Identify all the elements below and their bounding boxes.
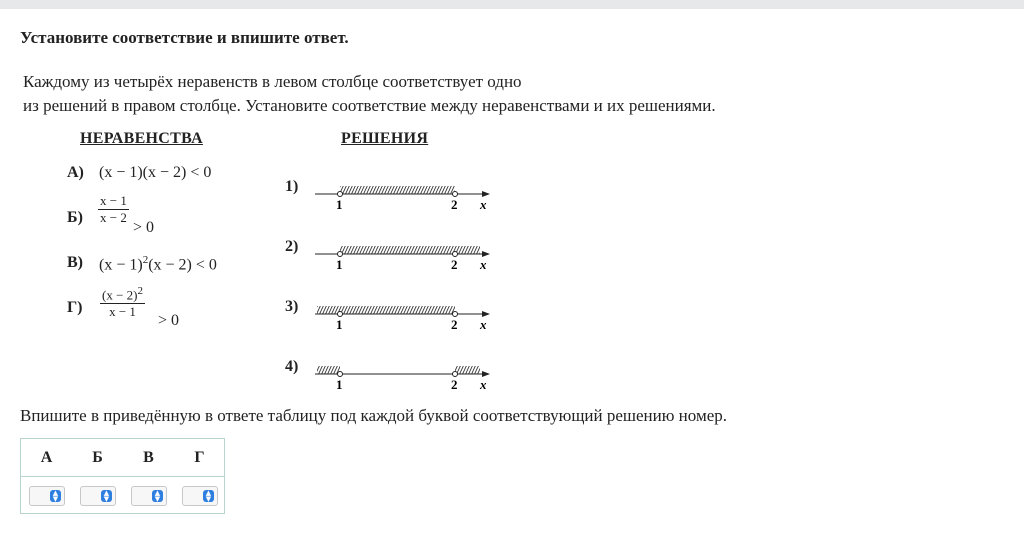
hatch-region <box>340 186 455 194</box>
inequality-letter-g: Г) <box>67 299 83 316</box>
hatch-region <box>317 366 340 374</box>
table-divider <box>21 476 224 477</box>
stepper-arrows-icon: ▲ ▼ <box>203 490 214 502</box>
tick-label-2: 2 <box>451 377 458 392</box>
inequality-b-denominator: x − 2 <box>100 210 127 225</box>
inequality-g-exponent: 2 <box>137 285 143 297</box>
solution-number-1: 1) <box>285 178 299 195</box>
open-point <box>338 192 343 197</box>
open-point <box>453 312 458 317</box>
answer-table <box>20 438 225 514</box>
answer-select-v[interactable] <box>131 486 167 506</box>
hatch-region <box>340 246 480 254</box>
intro-line-2: из решений в правом столбце. Установите соответствие между неравенствами и их решениями. <box>23 96 716 115</box>
inequality-g-tail: > 0 <box>158 312 180 329</box>
tick-label-1: 1 <box>336 257 343 272</box>
answer-select-g[interactable] <box>182 486 218 506</box>
solution-number-3: 3) <box>285 298 299 315</box>
stepper-arrows-icon: ▲ ▼ <box>101 490 112 502</box>
number-line-1 <box>315 186 490 212</box>
axis-label: x <box>480 197 487 212</box>
tick-label-1: 1 <box>336 377 343 392</box>
solutions-header: РЕШЕНИЯ <box>341 130 429 147</box>
stepper-arrows-icon: ▲ ▼ <box>152 490 163 502</box>
answer-header-a: А <box>40 449 53 466</box>
inequality-g-numerator: (x − 2) <box>102 287 138 303</box>
axis-label: x <box>480 377 487 392</box>
answer-instruction: Впишите в приведённую в ответе таблицу под каждой буквой соответствующий решению номер. <box>20 406 728 425</box>
axis-label: x <box>480 317 487 332</box>
open-point <box>338 312 343 317</box>
open-point <box>338 372 343 377</box>
hatch-region <box>455 366 480 374</box>
inequality-v-part2: (x − 2) < 0 <box>148 256 217 274</box>
inequality-letter-a: А) <box>67 164 84 181</box>
stepper-arrows-icon: ▲ ▼ <box>50 490 61 502</box>
inequality-v-part1: (x − 1) <box>99 256 143 274</box>
inequality-a: (x − 1)(x − 2) < 0 <box>99 164 212 181</box>
inequality-g-denominator: x − 1 <box>109 304 136 320</box>
open-point <box>453 192 458 197</box>
open-point <box>453 372 458 377</box>
answer-header-v: В <box>143 449 154 466</box>
answer-select-b[interactable] <box>80 486 116 506</box>
answer-header-g: Г <box>194 449 205 466</box>
open-point <box>453 252 458 257</box>
tick-label-2: 2 <box>451 317 458 332</box>
inequality-v-exponent: 2 <box>142 254 149 266</box>
tick-label-2: 2 <box>451 257 458 272</box>
open-point <box>338 252 343 257</box>
number-line-2 <box>315 246 490 272</box>
tick-label-1: 1 <box>336 317 343 332</box>
inequality-b-tail: > 0 <box>133 219 155 236</box>
inequalities-header: НЕРАВЕНСТВА <box>80 130 203 147</box>
axis-label: x <box>480 257 487 272</box>
tick-label-1: 1 <box>336 197 343 212</box>
answer-select-a[interactable] <box>29 486 65 506</box>
number-line-3 <box>315 306 490 332</box>
tick-label-2: 2 <box>451 197 458 212</box>
intro-line-1: Каждому из четырёх неравенств в левом столбце соответствует одно <box>23 72 522 91</box>
inequality-letter-b: Б) <box>67 209 83 226</box>
inequality-letter-v: В) <box>67 254 83 271</box>
inequality-b-numerator: x − 1 <box>100 193 127 208</box>
number-line-4 <box>315 366 490 392</box>
answer-header-b: Б <box>92 449 103 466</box>
solution-number-2: 2) <box>285 238 299 255</box>
task-title: Установите соответствие и впишите ответ. <box>20 28 349 47</box>
solution-number-4: 4) <box>285 358 299 375</box>
